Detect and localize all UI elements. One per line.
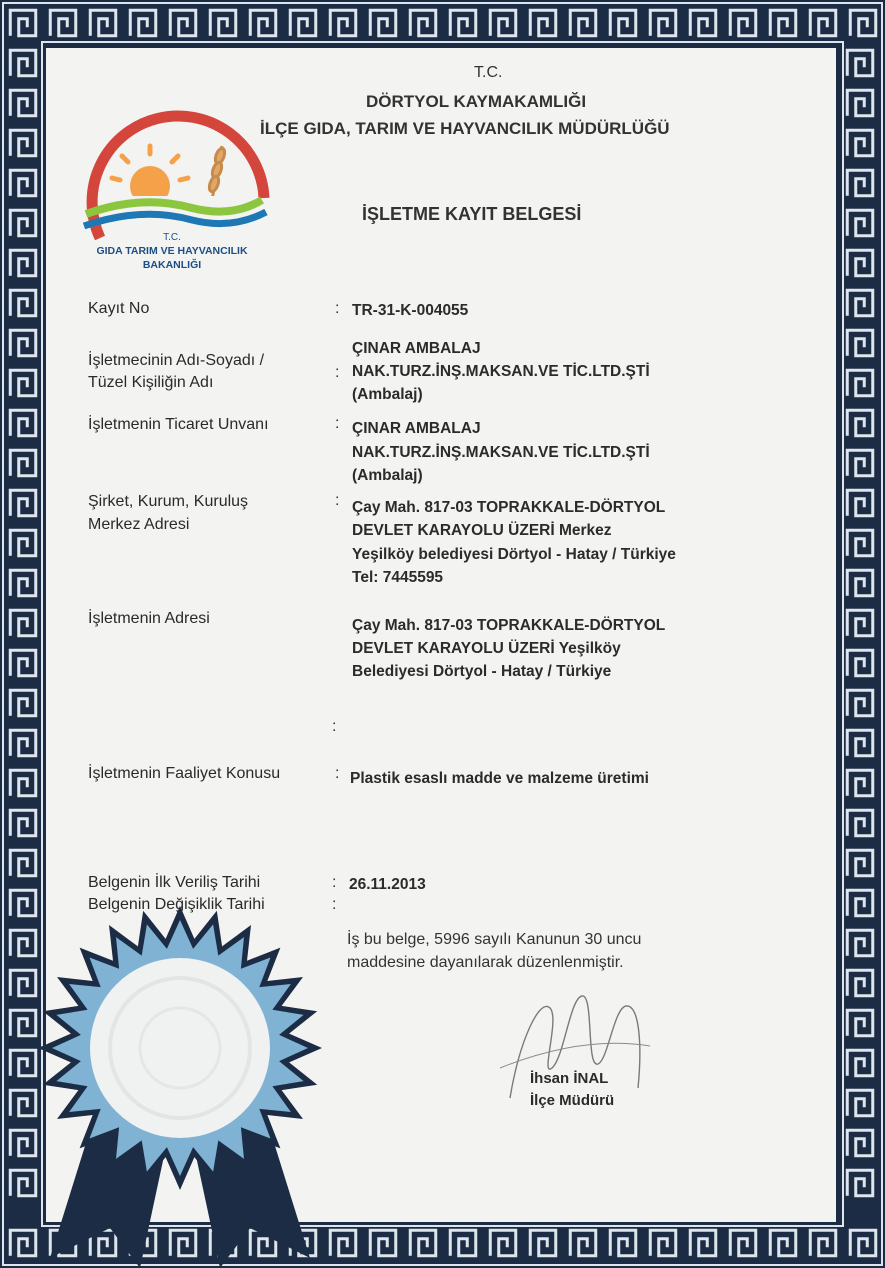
logo-ministry-line2: BAKANLIĞI	[142, 259, 202, 271]
logo-ministry-line1: GIDA TARIM VE HAYVANCILIK	[96, 245, 248, 257]
label-activity: İşletmenin Faaliyet Konusu	[88, 765, 281, 782]
label-first-issue-date: Belgenin İlk Veriliş Tarihi	[88, 874, 261, 891]
ministry-logo	[72, 88, 272, 278]
colon: :	[332, 718, 337, 735]
colon: :	[332, 896, 337, 913]
value-operator-name-line2: NAK.TURZ.İNŞ.MAKSAN.VE TİC.LTD.ŞTİ	[352, 363, 650, 380]
value-first-issue-date: 26.11.2013	[349, 876, 426, 893]
value-registration-no: TR-31-K-004055	[352, 302, 469, 319]
colon: :	[335, 364, 340, 381]
label-trade-name: İşletmenin Ticaret Unvanı	[88, 416, 269, 433]
signatory-title: İlçe Müdürü	[530, 1092, 615, 1109]
label-hq-address-line1: Şirket, Kurum, Kuruluş	[88, 493, 249, 510]
value-hq-address-line3: Yeşilköy belediyesi Dörtyol - Hatay / Türkiye	[352, 546, 676, 563]
value-operator-name-line3: (Ambalaj)	[352, 386, 423, 403]
label-operator-name-line1: İşletmecinin Adı-Soyadı /	[88, 352, 265, 369]
official-seal	[30, 898, 330, 1268]
header-directorate: İLÇE GIDA, TARIM VE HAYVANCILIK MÜDÜRLÜĞÜ	[260, 119, 670, 138]
label-modification-date: Belgenin Değişiklik Tarihi	[88, 896, 265, 913]
value-phone: Tel: 7445595	[352, 569, 444, 586]
value-hq-address-line2: DEVLET KARAYOLU ÜZERİ Merkez	[352, 522, 612, 539]
legal-note-line1: İş bu belge, 5996 sayılı Kanunun 30 uncu	[347, 931, 642, 948]
signatory-name: İhsan İNAL	[530, 1070, 609, 1087]
value-trade-name-line1: ÇINAR AMBALAJ	[352, 420, 481, 437]
header-district-governorship: DÖRTYOL KAYMAKAMLIĞI	[366, 92, 587, 111]
colon: :	[335, 765, 340, 782]
legal-note-line2: maddesine dayanılarak düzenlenmiştir.	[347, 954, 624, 971]
value-trade-name-line3: (Ambalaj)	[352, 467, 423, 484]
wheat-icon	[208, 146, 227, 200]
label-operator-name-line2: Tüzel Kişiliğin Adı	[88, 374, 214, 391]
value-trade-name-line2: NAK.TURZ.İNŞ.MAKSAN.VE TİC.LTD.ŞTİ	[352, 444, 650, 461]
colon: :	[332, 874, 337, 891]
colon: :	[335, 492, 340, 509]
value-operator-name-line1: ÇINAR AMBALAJ	[352, 340, 481, 357]
document-title: İŞLETME KAYIT BELGESİ	[362, 204, 582, 224]
colon: :	[335, 300, 340, 317]
colon: :	[335, 415, 340, 432]
logo-tc: T.C.	[163, 232, 181, 243]
value-business-address-line3: Belediyesi Dörtyol - Hatay / Türkiye	[352, 663, 612, 680]
header-tc: T.C.	[474, 64, 503, 81]
value-activity: Plastik esaslı madde ve malzeme üretimi	[350, 770, 649, 787]
label-hq-address-line2: Merkez Adresi	[88, 516, 190, 533]
label-registration-no: Kayıt No	[88, 300, 150, 317]
label-business-address: İşletmenin Adresi	[88, 610, 210, 627]
value-business-address-line2: DEVLET KARAYOLU ÜZERİ Yeşilköy	[352, 640, 621, 657]
value-business-address-line1: Çay Mah. 817-03 TOPRAKKALE-DÖRTYOL	[352, 617, 666, 634]
value-hq-address-line1: Çay Mah. 817-03 TOPRAKKALE-DÖRTYOL	[352, 499, 666, 516]
